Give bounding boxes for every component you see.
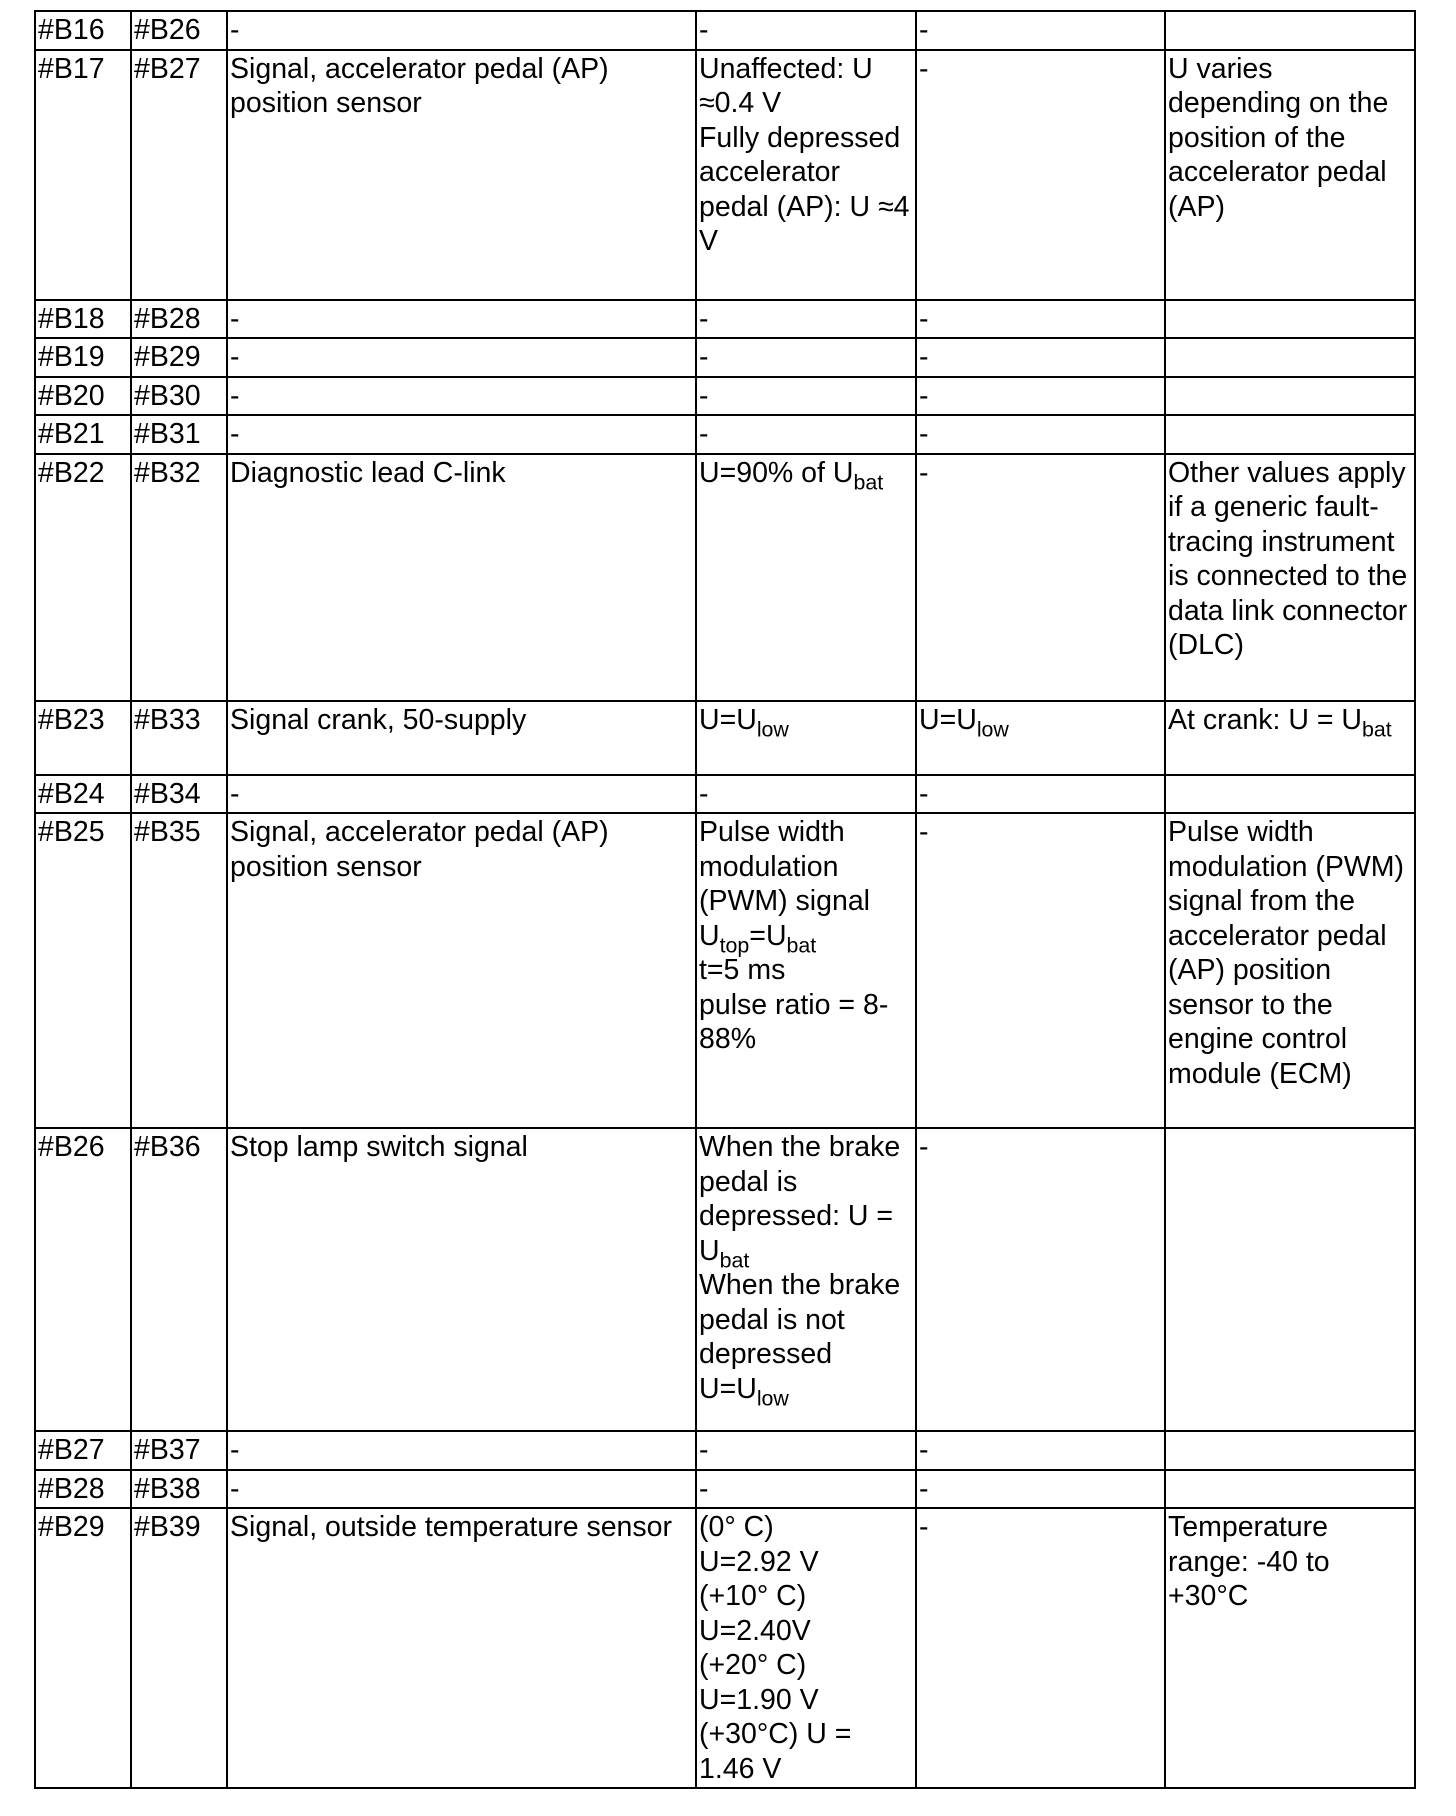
formula-subscript: bat [786,932,817,957]
value-cell: - [916,775,1165,814]
pin-cell: #B29 [131,338,227,377]
table-row [35,813,1415,1128]
note-cell: Temperature range: -40 to +30°C [1165,1508,1415,1788]
value-cell [696,454,916,701]
value-line: U=1.90 V [699,1683,819,1716]
table-row [35,1508,1415,1788]
note-cell [1165,775,1415,814]
note-cell [1165,300,1415,339]
note-cell: Pulse width modulation (PWM) signal from the accelerator pedal (AP) position sensor to the engine control module (ECM) [1165,813,1415,1128]
value-line: U=2.92 V [699,1545,819,1578]
note-cell [1165,415,1415,454]
value-cell [696,1128,916,1431]
value-text: U=U [919,703,977,736]
table-row [35,50,1415,300]
note-cell [1165,11,1415,50]
pin-cell: #B22 [35,454,131,701]
value-line [699,1130,914,1272]
value-text: When the brake pedal is depressed: U = U [699,1131,901,1267]
pin-cell: #B20 [35,377,131,416]
pin-cell: #B16 [35,11,131,50]
table-row [35,338,1415,377]
pin-cell: #B24 [35,775,131,814]
pin-cell: #B26 [131,11,227,50]
value-subscript: low [976,716,1009,741]
note-cell: U varies depending on the position of the accelerator pedal (AP) [1165,50,1415,300]
table-row [35,300,1415,339]
pin-cell: #B34 [131,775,227,814]
value-cell: - [916,1128,1165,1431]
function-cell: - [227,1431,696,1470]
pin-cell: #B31 [131,415,227,454]
note-cell [1165,1470,1415,1509]
pin-cell: #B18 [35,300,131,339]
value-cell [916,701,1165,775]
pin-cell: #B28 [131,300,227,339]
value-cell [696,50,916,300]
pin-cell: #B27 [35,1431,131,1470]
function-cell: - [227,11,696,50]
table-row [35,775,1415,814]
value-text: U=U [699,703,757,736]
note-cell [1165,338,1415,377]
formula-symbol: U [699,919,720,952]
value-cell: - [696,338,916,377]
value-cell: - [916,454,1165,701]
value-line: U=2.40V [699,1614,811,1647]
function-cell: - [227,1470,696,1509]
value-text: When the brake pedal is not depressed U=U [699,1269,901,1405]
pin-cell: #B19 [35,338,131,377]
table-row [35,454,1415,701]
pin-cell: #B39 [131,1508,227,1788]
value-cell: - [696,1470,916,1509]
function-cell: Diagnostic lead C-link [227,454,696,701]
value-line: (0° C) [699,1511,774,1543]
pin-cell: #B30 [131,377,227,416]
note-subscript: bat [1362,716,1392,741]
value-line: t=5 ms [699,954,786,986]
value-line: Fully depressed accelerator pedal (AP): U ≈4 V [699,121,910,257]
pin-values-table [34,10,1416,1789]
value-cell: - [916,50,1165,300]
value-cell: - [916,1508,1165,1788]
function-cell: Signal, accelerator pedal (AP) position sensor [227,813,696,1128]
note-text: At crank: U = U [1168,703,1363,736]
value-subscript: low [756,716,789,741]
value-cell: - [696,1431,916,1470]
pin-cell: #B29 [35,1508,131,1788]
note-cell [1165,1128,1415,1431]
value-cell: - [696,11,916,50]
value-cell: - [696,377,916,416]
value-cell: - [696,415,916,454]
value-subscript: bat [719,1247,750,1272]
formula-subscript: top [719,932,750,957]
pin-cell: #B38 [131,1470,227,1509]
pin-cell: #B35 [131,813,227,1128]
table-row [35,1128,1415,1431]
function-cell: - [227,415,696,454]
function-cell: Signal crank, 50-supply [227,701,696,775]
formula-symbol: =U [749,919,787,952]
pin-cell: #B21 [35,415,131,454]
value-cell: - [916,300,1165,339]
table-row [35,701,1415,775]
pin-cell: #B25 [35,813,131,1128]
value-text: U=90% of U [699,456,854,489]
value-subscript: bat [853,469,884,494]
function-cell: - [227,338,696,377]
value-cell [696,813,916,1128]
value-formula [699,919,914,957]
note-cell [1165,701,1415,775]
note-cell: Other values apply if a generic fault-tracing instrument is connected to the data link connector (DLC) [1165,454,1415,701]
function-cell: Signal, outside temperature sensor [227,1508,696,1788]
function-cell: - [227,377,696,416]
pin-cell: #B33 [131,701,227,775]
pin-cell: #B37 [131,1431,227,1470]
pin-cell: #B28 [35,1470,131,1509]
value-line: (+30°C) U = 1.46 V [699,1718,852,1785]
table-row [35,1431,1415,1470]
pin-cell: #B36 [131,1128,227,1431]
value-line: (+10° C) [699,1580,807,1612]
value-cell: - [916,11,1165,50]
pin-cell: #B23 [35,701,131,775]
pin-cell: #B26 [35,1128,131,1431]
value-cell: - [916,1470,1165,1509]
value-cell: - [916,813,1165,1128]
table-row [35,415,1415,454]
value-subscript: low [756,1385,789,1410]
table-row [35,11,1415,50]
note-cell [1165,1431,1415,1470]
value-cell: - [916,1431,1165,1470]
value-cell [696,701,916,775]
value-cell: - [696,300,916,339]
value-line: (+20° C) [699,1649,807,1681]
value-cell: - [696,775,916,814]
pin-cell: #B17 [35,50,131,300]
table-row [35,377,1415,416]
value-line: Pulse width modulation (PWM) signal [699,816,871,917]
pin-cell: #B27 [131,50,227,300]
value-line: pulse ratio = 8-88% [699,988,889,1055]
value-line: Unaffected: U ≈0.4 V [699,52,873,119]
value-cell: - [916,377,1165,416]
function-cell: - [227,775,696,814]
value-cell [696,1508,916,1788]
note-cell [1165,377,1415,416]
function-cell: Stop lamp switch signal [227,1128,696,1431]
function-cell: - [227,300,696,339]
value-cell: - [916,338,1165,377]
table-row [35,1470,1415,1509]
value-line [699,1268,914,1410]
pin-cell: #B32 [131,454,227,701]
value-cell: - [916,415,1165,454]
function-cell: Signal, accelerator pedal (AP) position sensor [227,50,696,300]
